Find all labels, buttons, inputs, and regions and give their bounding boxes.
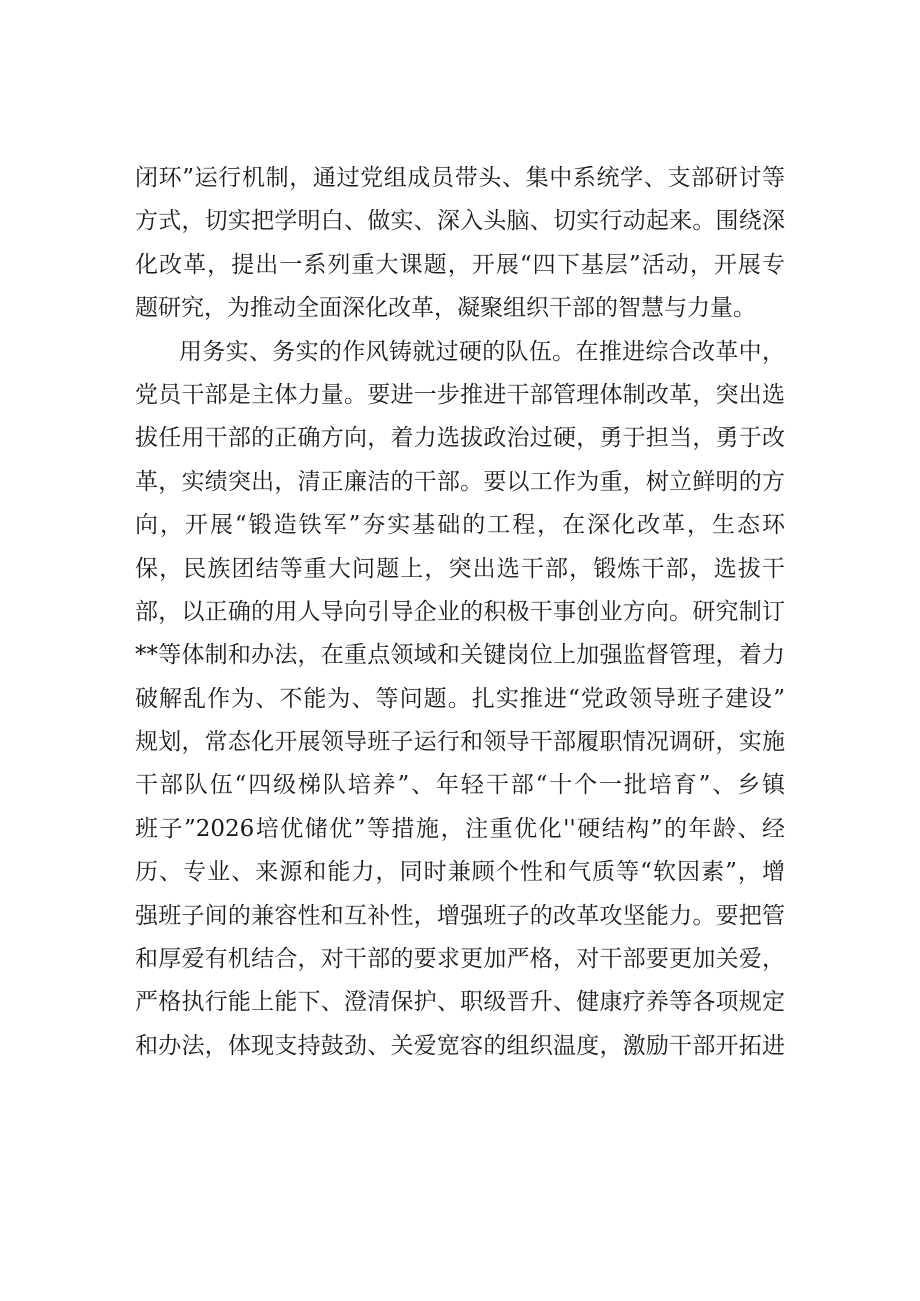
text-line: 历、专业、来源和能力，同时兼顾个性和气质等“软因素”，增 (135, 859, 785, 886)
text-line: 用务实、务实的作风铸就过硬的队伍。在推进综合改革中， (179, 338, 785, 365)
text-line: **等体制和办法，在重点领域和关键岗位上加强监督管理，着力 (135, 642, 785, 669)
text-line: 严格执行能上能下、澄清保护、职级晋升、健康疗养等各项规定 (135, 989, 785, 1016)
text-line: 拔任用干部的正确方向，着力选拔政治过硬，勇于担当，勇于改 (135, 425, 785, 452)
text-line: 规划，常态化开展领导班子运行和领导干部履职情况调研，实施 (135, 729, 785, 756)
text-line: 方式，切实把学明白、做实、深入头脑、切实行动起来。围绕深 (135, 208, 785, 235)
text-line: 革，实绩突出，清正廉洁的干部。要以工作为重，树立鲜明的方 (135, 468, 785, 495)
text-line: 和厚爱有机结合，对干部的要求更加严格，对干部要更加关爱， (135, 946, 785, 973)
text-line: 闭环”运行机制，通过党组成员带头、集中系统学、支部研讨等 (135, 165, 785, 191)
text-line: 党员干部是主体力量。要进一步推进干部管理体制改革，突出选 (135, 381, 785, 408)
text-line: 化改革，提出一系列重大课题，开展“四下基层”活动，开展专 (135, 251, 785, 278)
paragraph-1 (135, 157, 785, 331)
text-line: 部，以正确的用人导向引导企业的积极干事创业方向。研究制订 (135, 598, 785, 625)
text-line: 破解乱作为、不能为、等问题。扎实推进“党政领导班子建设” (135, 685, 785, 712)
text-line: 向，开展“锻造铁军”夯实基础的工程，在深化改革，生态环 (135, 512, 785, 539)
text-line: 题研究，为推动全面深化改革，凝聚组织干部的智慧与力量。 (135, 295, 756, 322)
document-body (135, 157, 785, 1068)
text-line: 保，民族团结等重大问题上，突出选干部，锻炼干部，选拔干 (135, 555, 785, 582)
text-line: 和办法，体现支持鼓劲、关爱宽容的组织温度，激励干部开拓进 (135, 1032, 785, 1059)
text-line: 班子”2026培优储优”等措施，注重优化''硬结构”的年龄、经 (135, 815, 785, 842)
text-line: 干部队伍“四级梯队培养”、年轻干部“十个一批培育”、乡镇 (135, 772, 785, 799)
text-line: 强班子间的兼容性和互补性，增强班子的改革攻坚能力。要把管 (135, 902, 785, 929)
paragraph-2 (135, 331, 785, 1069)
